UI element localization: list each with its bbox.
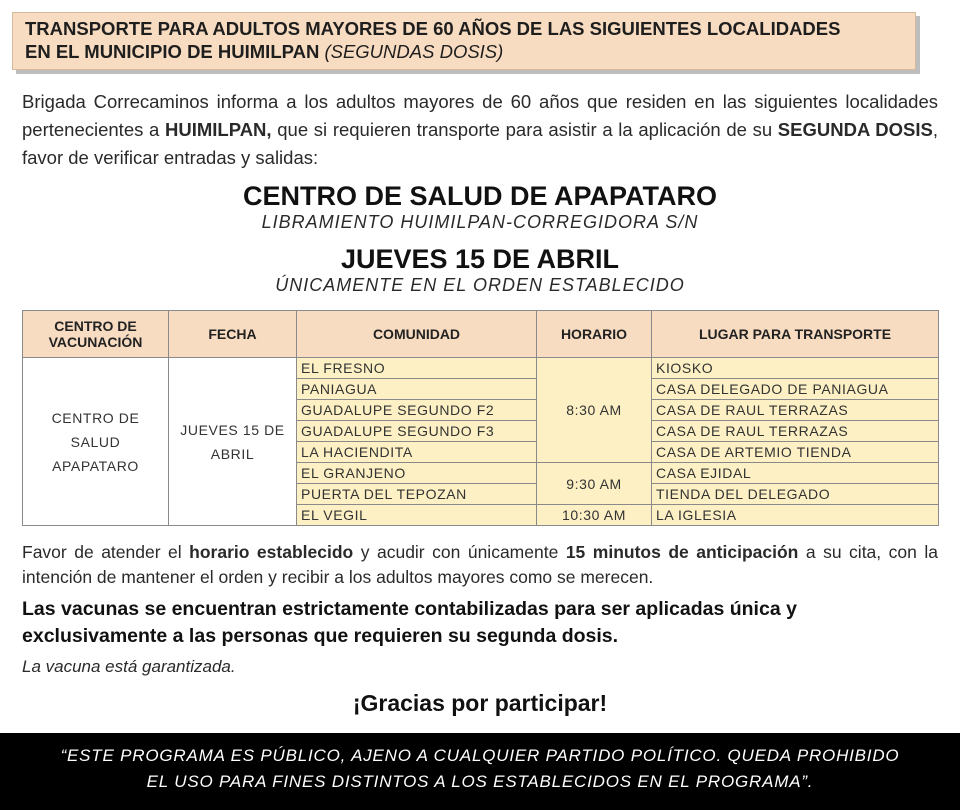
cell-centro: CENTRO DE SALUD APAPATARO <box>23 358 169 526</box>
date-subtitle: ÚNICAMENTE EN EL ORDEN ESTABLECIDO <box>275 275 685 295</box>
note-bold-minutos: 15 minutos de anticipación <box>565 542 799 562</box>
cell-lugar: CASA DE RAUL TERRAZAS <box>652 400 939 421</box>
venue-address: LIBRAMIENTO HUIMILPAN-CORREGIDORA S/N <box>261 212 699 232</box>
cell-comunidad: GUADALUPE SEGUNDO F2 <box>297 400 537 421</box>
date-title: JUEVES 15 DE ABRIL <box>340 244 620 274</box>
intro-bold-huimilpan: HUIMILPAN, <box>165 119 272 140</box>
note-text-1: Favor de atender el <box>22 542 190 562</box>
cell-lugar: LA IGLESIA <box>652 505 939 526</box>
venue-title: CENTRO DE SALUD DE APAPATARO <box>242 181 717 211</box>
cell-horario: 9:30 AM <box>537 463 652 505</box>
header-dosis: (SEGUNDAS DOSIS) <box>324 41 504 62</box>
col-header-fecha: FECHA <box>169 311 297 358</box>
cell-lugar: TIENDA DEL DELEGADO <box>652 484 939 505</box>
note-text-3: a su cita, con la intención de mantener el orden y recibir a los adultos mayores como se merecen. <box>22 542 938 587</box>
intro-text-1: Brigada Correcaminos informa a los adultos mayores de 60 años que residen en las siguientes localidades pertenecientes a <box>22 91 938 140</box>
cell-comunidad: EL GRANJENO <box>297 463 537 484</box>
cell-comunidad: PANIAGUA <box>297 379 537 400</box>
vaccine-notice: Las vacunas se encuentran estrictamente contabilizadas para ser aplicadas única y exclusivamente a las personas que requieren su segunda dosis. <box>22 598 797 647</box>
header-municipio: EN EL MUNICIPIO DE HUIMILPAN <box>25 41 320 62</box>
table-header-row <box>23 311 939 358</box>
col-header-lugar: LUGAR PARA TRANSPORTE <box>652 311 939 358</box>
cell-comunidad: PUERTA DEL TEPOZAN <box>297 484 537 505</box>
col-header-centro: CENTRO DE VACUNACIÓN <box>23 311 169 358</box>
cell-lugar: CASA DE ARTEMIO TIENDA <box>652 442 939 463</box>
table-row <box>23 358 939 379</box>
footer-line-1: “ESTE PROGRAMA ES PÚBLICO, AJENO A CUALQUIER PARTIDO POLÍTICO. QUEDA PROHIBIDO <box>60 746 900 765</box>
header-banner <box>12 12 916 70</box>
cell-fecha: JUEVES 15 DE ABRIL <box>169 358 297 526</box>
note-bold-horario: horario establecido <box>189 542 354 562</box>
cell-lugar: CASA EJIDAL <box>652 463 939 484</box>
thanks-message: ¡Gracias por participar! <box>352 690 608 716</box>
cell-horario: 8:30 AM <box>537 358 652 463</box>
col-header-comunidad: COMUNIDAD <box>297 311 537 358</box>
cell-comunidad: LA HACIENDITA <box>297 442 537 463</box>
cell-comunidad: EL VEGIL <box>297 505 537 526</box>
guarantee-note: La vacuna está garantizada. <box>22 657 236 676</box>
cell-comunidad: EL FRESNO <box>297 358 537 379</box>
header-line-1: TRANSPORTE PARA ADULTOS MAYORES DE 60 AÑOS DE LAS SIGUIENTES LOCALIDADES <box>25 18 841 39</box>
footer-line-2: EL USO PARA FINES DISTINTOS A LOS ESTABLECIDOS EN EL PROGRAMA”. <box>146 772 814 791</box>
cell-lugar: CASA DE RAUL TERRAZAS <box>652 421 939 442</box>
intro-bold-segunda-dosis: SEGUNDA DOSIS <box>777 119 933 140</box>
cell-lugar: KIOSKO <box>652 358 939 379</box>
intro-text-3: , favor de verificar entradas y salidas: <box>22 119 939 168</box>
cell-comunidad: GUADALUPE SEGUNDO F3 <box>297 421 537 442</box>
col-header-horario: HORARIO <box>537 311 652 358</box>
intro-text-2: que si requieren transporte para asistir a la aplicación de su <box>271 119 778 140</box>
footer-disclaimer <box>0 733 960 810</box>
cell-horario: 10:30 AM <box>537 505 652 526</box>
intro-paragraph <box>22 88 938 172</box>
note-text-2: y acudir con únicamente <box>353 542 566 562</box>
schedule-table <box>22 310 939 526</box>
cell-lugar: CASA DELEGADO DE PANIAGUA <box>652 379 939 400</box>
header-line-2 <box>25 40 903 63</box>
schedule-note <box>22 540 938 590</box>
